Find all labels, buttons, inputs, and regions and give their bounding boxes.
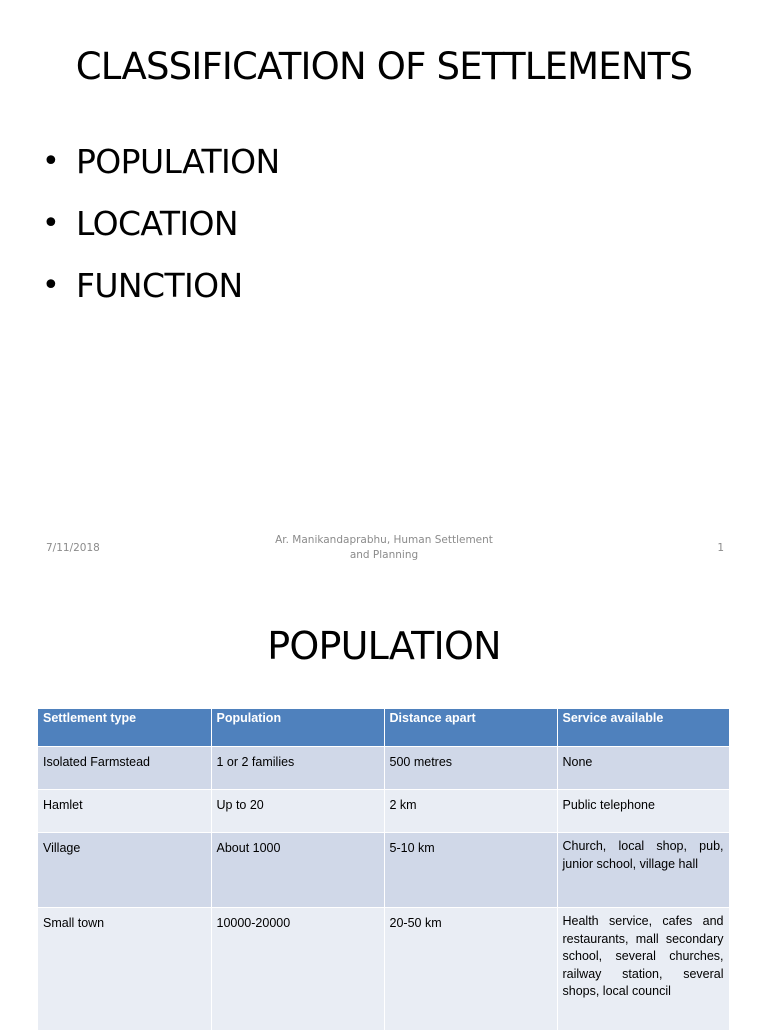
table-cell: 20-50 km xyxy=(384,908,557,1031)
slide-title: POPULATION xyxy=(267,624,501,668)
table-cell: Church, local shop, pub, junior school, village hall xyxy=(557,833,729,908)
table-cell: Hamlet xyxy=(38,790,211,833)
bullet-text: FUNCTION xyxy=(76,266,243,305)
table-row xyxy=(38,908,729,1031)
table-cell: Isolated Farmstead xyxy=(38,747,211,790)
footer-date: 7/11/2018 xyxy=(46,542,100,554)
table-cell: 2 km xyxy=(384,790,557,833)
bullet-item xyxy=(42,140,280,202)
table-cell: Health service, cafes and restaurants, mall secondary school, several churches, railway station, several shops, local council xyxy=(557,908,729,1031)
table-header-cell: Service available xyxy=(557,709,729,747)
population-table xyxy=(38,709,730,1031)
footer-author-line: and Planning xyxy=(349,549,419,561)
table-header-cell: Distance apart xyxy=(384,709,557,747)
table-cell: Village xyxy=(38,833,211,908)
table-row xyxy=(38,747,729,790)
bullet-text: POPULATION xyxy=(76,142,280,181)
bullet-icon: • xyxy=(42,206,60,241)
table-row xyxy=(38,833,729,908)
bullet-icon: • xyxy=(42,144,60,179)
table-cell: Small town xyxy=(38,908,211,1031)
table-cell: Up to 20 xyxy=(211,790,384,833)
bullet-item xyxy=(42,202,280,264)
table-cell: 10000-20000 xyxy=(211,908,384,1031)
table-header-cell: Settlement type xyxy=(38,709,211,747)
bullet-item xyxy=(42,264,280,326)
footer-author-line: Ar. Manikandaprabhu, Human Settlement xyxy=(275,534,493,546)
bullet-icon: • xyxy=(42,268,60,303)
table-header-row xyxy=(38,709,729,747)
table-cell: 500 metres xyxy=(384,747,557,790)
table-cell: None xyxy=(557,747,729,790)
table-cell: Public telephone xyxy=(557,790,729,833)
slide-title: CLASSIFICATION OF SETTLEMENTS xyxy=(75,45,693,88)
slide-2 xyxy=(0,586,768,1024)
table-header-cell: Population xyxy=(211,709,384,747)
bullet-text: LOCATION xyxy=(76,204,238,243)
table-cell: 1 or 2 families xyxy=(211,747,384,790)
footer-page-number: 1 xyxy=(717,542,724,554)
table-row xyxy=(38,790,729,833)
footer-author xyxy=(262,533,506,563)
table-cell: 5-10 km xyxy=(384,833,557,908)
bullet-list xyxy=(42,140,280,326)
table-cell: About 1000 xyxy=(211,833,384,908)
